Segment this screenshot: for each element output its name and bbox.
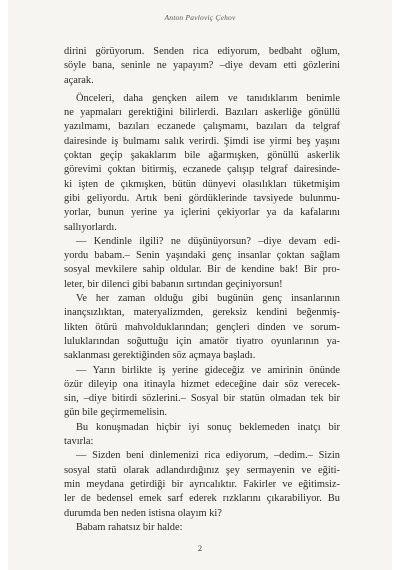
text-line: görevimi çoktan bitirmiş, eczanede çalışıp telgraf dairesinde- xyxy=(64,164,340,176)
body-text xyxy=(64,45,340,535)
paragraph xyxy=(64,235,340,292)
page-number: 2 xyxy=(197,543,203,553)
text-line: min meydana getirdiği bir ayrıcalıktır. Fakirler ve eğitimsiz- xyxy=(64,478,340,490)
text-line: — Kendinle ilgili? ne düşünüyorsun? –diye devam edi- xyxy=(76,235,340,247)
text-line: yorlar, bunun yerine ya içlerini çekiyorlar ya da kafalarını xyxy=(64,207,340,219)
text-line: tavırla: xyxy=(64,436,94,448)
text-line: Babam rahatsız bir halde: xyxy=(76,521,183,533)
text-line: dirini görüyorum. Senden rica ediyorum, bedbaht oğlum, xyxy=(64,46,340,57)
text-line: Bu konuşmadan hiçbir iyi sonuç beklemeden inatçı bir xyxy=(76,421,340,433)
text-line: durumda ben neden istisna olayım ki? xyxy=(64,507,222,519)
paragraph xyxy=(64,92,340,235)
text-line: sallıyorlardı. xyxy=(64,221,117,233)
text-line: inançsızlıktan, materyalizmden, gereksiz kendini beğenmiş- xyxy=(64,307,340,319)
text-line: ki işten de çıkmışken, bütün dünyevi olasılıkları tüketmişim xyxy=(64,178,340,190)
text-line: Önceleri, daha gençken ailem ve tanıdıklarım benimle xyxy=(76,92,340,104)
running-header: Anton Pavloviç Çehov xyxy=(164,13,236,22)
text-line: söyle bana, seninle ne yapayım? –diye devam etti gözlerini xyxy=(64,60,340,72)
text-line: ler de bedensel emek sarf ederek rızklarını çıkarabiliyor. Bu xyxy=(64,493,340,505)
text-line: özür dileyip ona itinayla hizmet edeceğine dair söz verecek- xyxy=(64,378,340,390)
paragraph xyxy=(64,45,340,88)
text-line: yazılmamı, bazıları eczanede çalışmamı, bazıları da telgraf xyxy=(64,121,340,133)
text-line: gibi geliyordu. Artık beni gördüklerinde tavsiyede bulunmu- xyxy=(64,192,340,204)
paragraph xyxy=(64,364,340,421)
text-line: leter, bir dilenci gibi babanın sırtından geçiniyorsun! xyxy=(64,278,283,290)
text-line: luluklarından soğuttuğu için amatör tiyatro oyunlarının ya- xyxy=(64,335,340,347)
text-line: ne yapmaları gerektiğini bilirlerdi. Bazıları askerliğe gönüllü xyxy=(64,107,340,119)
paragraph xyxy=(64,421,340,450)
book-page xyxy=(8,0,392,570)
text-line: Ve her zaman olduğu gibi bugünün genç insanlarının xyxy=(76,293,340,305)
text-line: saklanması gerektiğinden söz açmaya başladı. xyxy=(64,350,256,362)
text-line: likten ötürü mahvolduklarından; gençleri dinden ve sorum- xyxy=(64,321,340,333)
text-line: sosyal statü olarak adlandırdığınız şey sermayenin ve eğiti- xyxy=(64,464,340,476)
text-line: sin, –diye bitirdi sözlerini.– Sosyal bir statün olmadan tek bir xyxy=(64,393,340,405)
text-line: — Sizden beni dinlemenizi rica ediyorum, –dedim.– Sizin xyxy=(76,450,340,462)
paragraph xyxy=(64,449,340,520)
text-line: — Yarın birlikte iş yerine gideceğiz ve amirinin önünde xyxy=(76,364,340,376)
paragraph xyxy=(64,521,340,535)
text-line: sosyal mevkilere sahip oldular. Bir de kendine bak! Bir pro- xyxy=(64,264,340,276)
text-line: açarak. xyxy=(64,74,94,86)
text-line: yordu babam.– Senin yaşındaki genç insanlar çoktan sağlam xyxy=(64,250,340,262)
paragraph xyxy=(64,292,340,363)
text-line: çoktan geçip şakaklarım bile ağarmışken, gönüllü askerlik xyxy=(64,150,340,162)
text-line: gün bile geçirmemelisin. xyxy=(64,407,168,419)
text-line: dairesinde iş bulmamı salık verirdi. Şimdi ise yirmi beş yaşını xyxy=(64,135,340,147)
